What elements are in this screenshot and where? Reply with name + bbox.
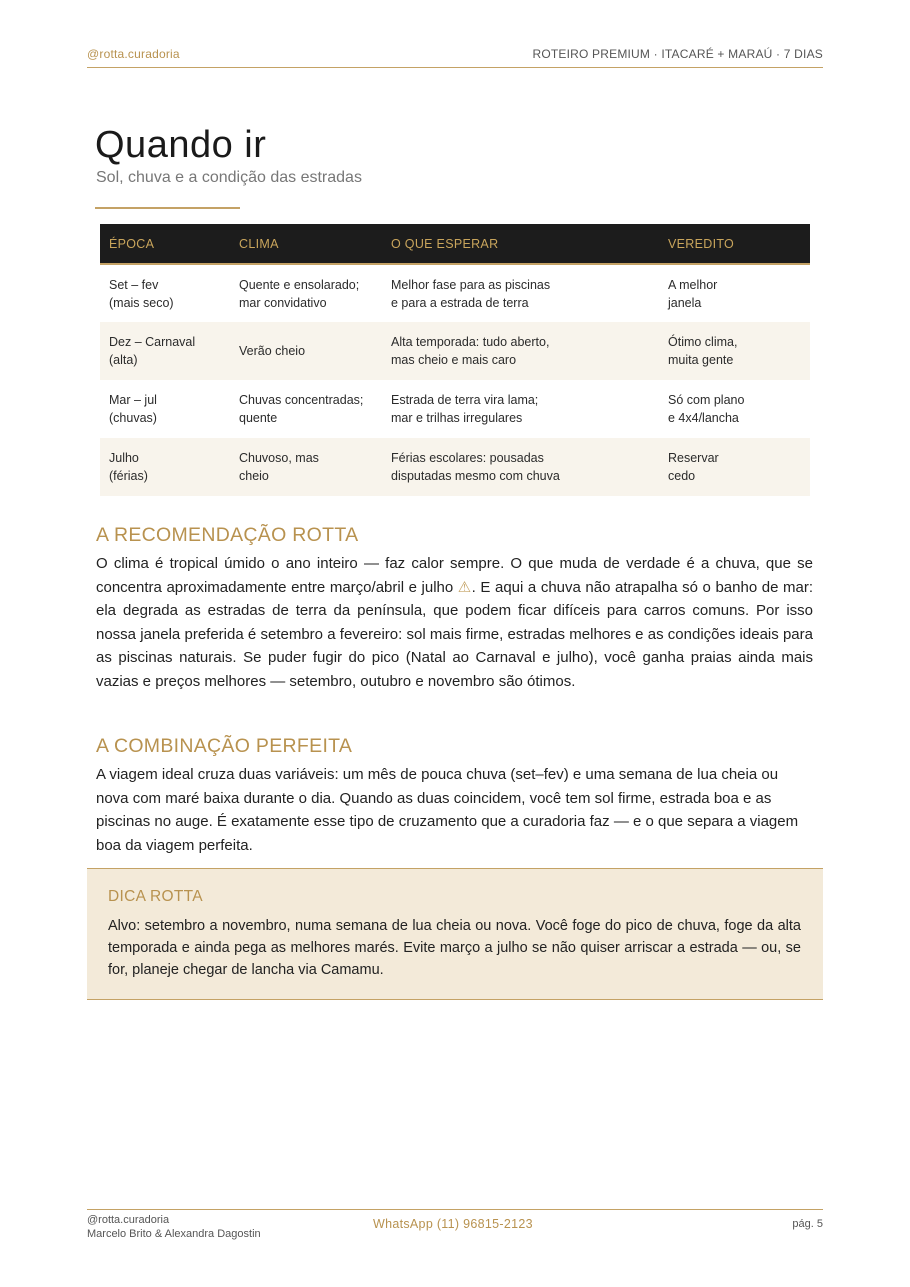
table-header-epoca: ÉPOCA bbox=[100, 224, 230, 264]
header-doc-title: ROTEIRO PREMIUM · ITACARÉ + MARAÚ · 7 DIAS bbox=[532, 47, 823, 61]
page-header bbox=[87, 47, 823, 68]
table-header-o-que-esperar: O QUE ESPERAR bbox=[382, 224, 659, 264]
page-number: pág. 5 bbox=[792, 1218, 823, 1230]
header-brand: @rotta.curadoria bbox=[87, 47, 180, 61]
table-cell: Férias escolares: pousadas disputadas mesmo com chuva bbox=[382, 438, 659, 496]
table-header-veredito: VEREDITO bbox=[659, 224, 810, 264]
table-row bbox=[100, 322, 810, 380]
warning-icon: ⚠ bbox=[457, 578, 472, 596]
season-table bbox=[100, 224, 810, 496]
recommendation-text: O clima é tropical úmido o ano inteiro — faz calor sempre. O que muda de verdade é a chuva, que se concentra aproximadamente entre março/abril e julho ⚠. E aqui a chuva não atrapalha só o banho de mar: ela degrada as estradas de terra da península, que podem ficar difíceis para carros comuns. Por isso nossa janela preferida é setembro a fevereiro: sol mais firme, estradas melhores e as condições ideais para as piscinas naturais. Se puder fugir do pico (Natal ao Carnaval e julho), você ganha praias ainda mais vazias e preços melhores — setembro, outubro e novembro são ótimos. bbox=[96, 555, 814, 690]
table-header-row bbox=[100, 224, 810, 264]
page-title: Quando ir bbox=[95, 124, 267, 166]
table-header-clima: CLIMA bbox=[230, 224, 382, 264]
footer-whatsapp-contact[interactable]: WhatsApp (11) 96815-2123 bbox=[373, 1217, 533, 1231]
table-cell: Verão cheio bbox=[230, 322, 382, 380]
table-cell: Dez – Carnaval (alta) bbox=[100, 322, 230, 380]
footer-brand: @rotta.curadoria bbox=[87, 1214, 170, 1226]
table-cell: Alta temporada: tudo aberto, mas cheio e mais caro bbox=[382, 322, 659, 380]
table-cell: Melhor fase para as piscinas e para a estrada de terra bbox=[391, 277, 551, 310]
table-cell: A melhor janela bbox=[668, 277, 718, 310]
table-cell: Só com plano e 4x4/lancha bbox=[668, 393, 745, 425]
page-footer bbox=[87, 1209, 823, 1241]
combination-text: A viagem ideal cruza duas variáveis: um mês de pouca chuva (set–fev) e uma semana de lua cheia ou nova com maré baixa durante o dia. Quando as duas coincidem, você tem sol firme, estrada boa e as piscinas no auge. É exatamente esse tipo de cruzamento que a curadoria faz — e o que separa a viagem boa da viagem perfeita. bbox=[96, 766, 799, 854]
tip-text: Alvo: setembro a novembro, numa semana de lua cheia ou nova. Você foge do pico de chuva, foge da alta temporada e ainda pega as melhores marés. Evite março a julho se não quiser arriscar a estrada — ou, se for, planeje chegar de lancha via Camamu. bbox=[108, 918, 801, 978]
page-subtitle: Sol, chuva e a condição das estradas bbox=[96, 169, 362, 186]
table-cell: Chuvoso, mas cheio bbox=[230, 438, 382, 496]
combination-heading: A COMBINAÇÃO PERFEITA bbox=[96, 735, 353, 757]
footer-authors: Marcelo Brito & Alexandra Dagostin bbox=[87, 1228, 261, 1240]
table-cell: Chuvas concentradas; quente bbox=[239, 393, 364, 425]
table-cell: Mar – jul (chuvas) bbox=[109, 393, 157, 425]
table-cell: Quente e ensolarado; mar convidativo bbox=[239, 277, 360, 310]
table-row bbox=[100, 380, 810, 438]
table-cell: Set – fev (mais seco) bbox=[109, 277, 174, 310]
recommendation-heading: A RECOMENDAÇÃO ROTTA bbox=[96, 524, 359, 546]
table-row bbox=[100, 438, 810, 496]
tip-title: DICA ROTTA bbox=[108, 888, 203, 905]
table-cell: Ótimo clima, muita gente bbox=[659, 322, 810, 380]
title-underline bbox=[95, 207, 240, 209]
tip-box bbox=[87, 868, 823, 1000]
table-cell: Reservar cedo bbox=[659, 438, 810, 496]
table-cell: Estrada de terra vira lama; mar e trilhas irregulares bbox=[391, 393, 539, 425]
table-cell: Julho (férias) bbox=[100, 438, 230, 496]
table-row bbox=[100, 264, 810, 322]
